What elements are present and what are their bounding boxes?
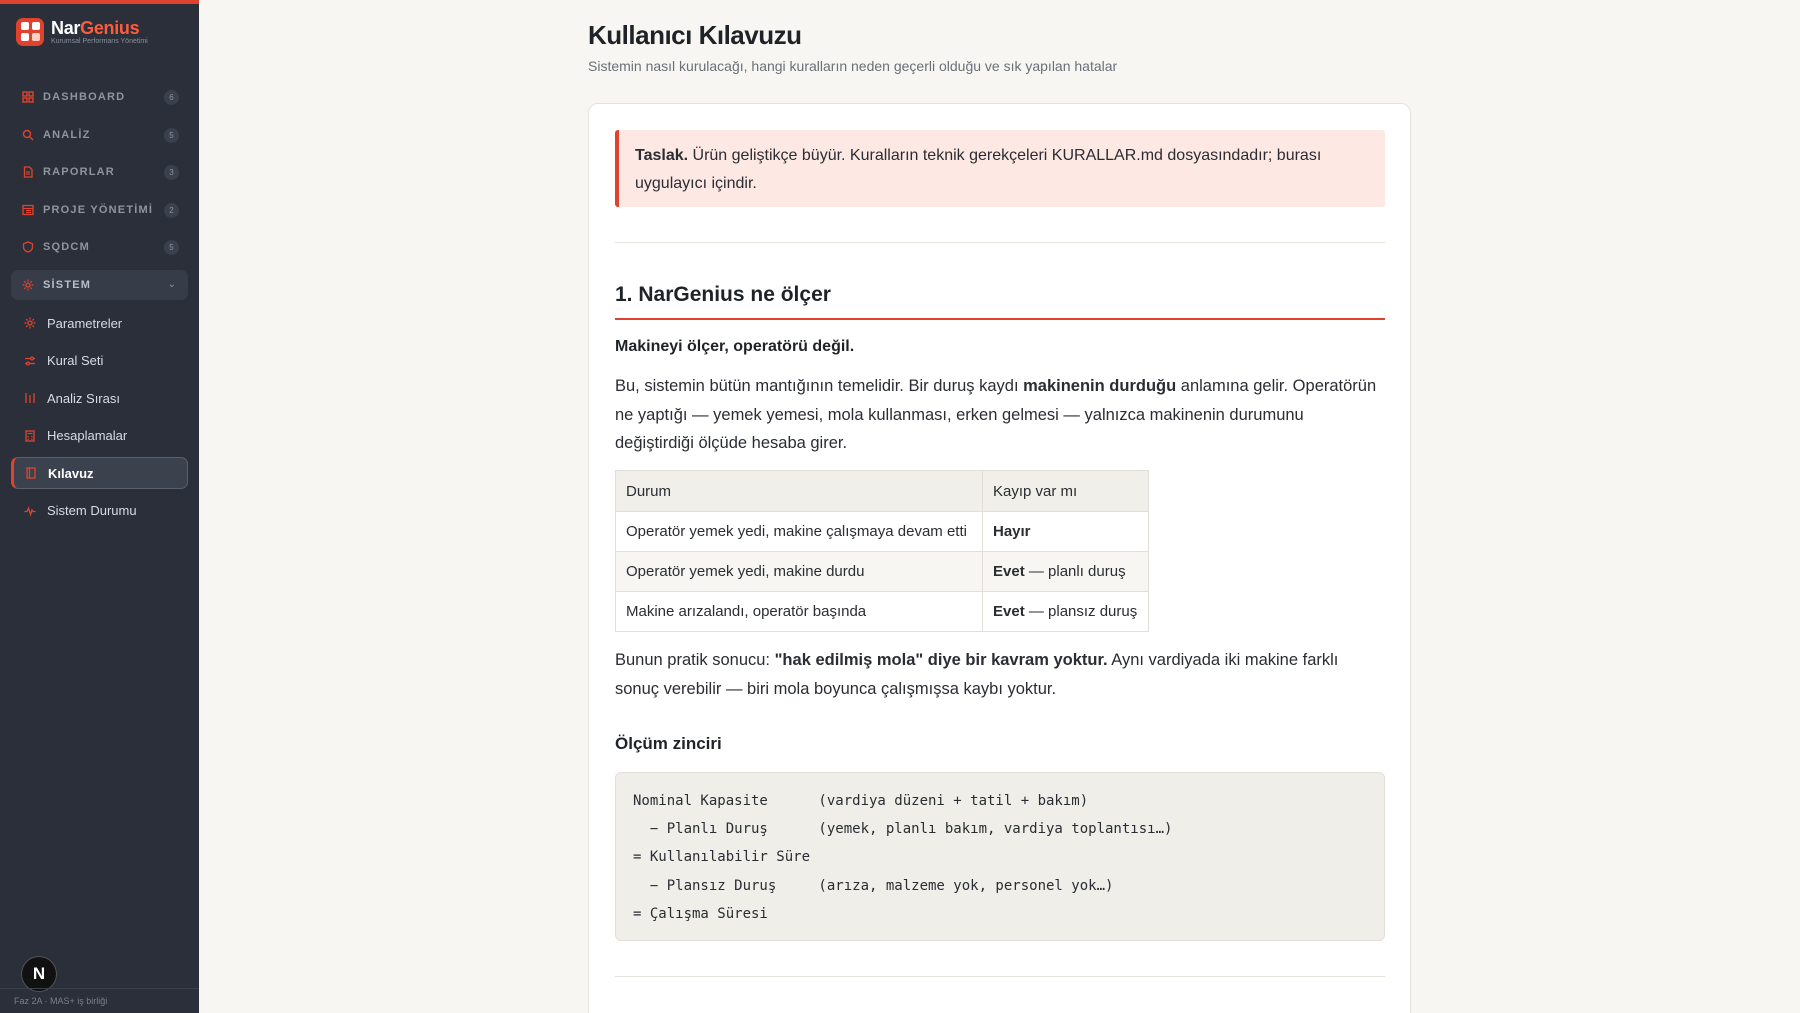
nav-label: ANALİZ — [43, 128, 91, 141]
sidebar-item-hesaplamalar[interactable] — [11, 420, 188, 452]
table-cell: Makine arızalandı, operatör başında — [616, 592, 983, 632]
callout-text: Ürün geliştikçe büyür. Kuralların teknik gerekçeleri KURALLAR.md dosyasındadır; burası uygulayıcı içindir. — [635, 147, 1322, 192]
chevron-down-icon: ⌄ — [167, 278, 176, 290]
gear-icon — [23, 317, 36, 330]
table-cell: Evet — plansız duruş — [983, 592, 1149, 632]
gear-icon — [21, 278, 34, 291]
draft-callout — [615, 130, 1385, 207]
sidebar-item-analiz-sirasi[interactable] — [11, 382, 188, 414]
callout-bold: Taslak. — [635, 147, 689, 164]
bars-icon — [23, 392, 36, 405]
nav-label: PROJE YÖNETİMİ — [43, 203, 154, 216]
sidebar-item-kilavuz[interactable] — [11, 457, 188, 489]
sliders-icon — [23, 354, 36, 367]
page-title: Kullanıcı Kılavuzu — [588, 20, 802, 50]
code-line: = Kullanılabilir Süre — [633, 849, 811, 866]
code-line: − Planlı Duruş (yemek, planlı bakım, vardiya toplantısı…) — [633, 821, 1173, 838]
avatar[interactable]: N — [22, 957, 56, 991]
table-cell: Evet — planlı duruş — [983, 552, 1149, 592]
paragraph: Bunun pratik sonucu: "hak edilmiş mola" diye bir kavram yoktur. Aynı vardiyada iki makine farklı sonuç verebilir — biri mola boyunca çalışmışsa kaybı yoktur. — [615, 651, 1339, 698]
code-line: − Plansız Duruş (arıza, malzeme yok, personel yok…) — [633, 877, 1114, 894]
brand[interactable] — [0, 4, 199, 59]
table-cell: Operatör yemek yedi, makine durdu — [616, 552, 983, 592]
nav-badge: 6 — [164, 90, 179, 105]
nav-item-sistem[interactable] — [11, 270, 188, 300]
nav-label: RAPORLAR — [43, 166, 115, 178]
nav-item-dashboard[interactable] — [11, 82, 188, 112]
nav-item-raporlar[interactable] — [11, 157, 188, 187]
nav-label: DASHBOARD — [43, 91, 126, 103]
sidebar-item-label: Kural Seti — [47, 353, 104, 368]
table-header: Durum — [616, 471, 983, 512]
nav-badge: 2 — [164, 203, 179, 218]
pulse-icon — [23, 504, 36, 517]
system-subnav — [0, 307, 199, 527]
section-heading: 1. NarGenius ne ölçer — [615, 283, 831, 306]
heading-rule — [615, 318, 1385, 320]
sidebar-item-label: Kılavuz — [48, 465, 94, 481]
nav-badge: 3 — [164, 165, 179, 180]
sidebar-item-kural-seti[interactable] — [11, 345, 188, 377]
table-cell: Operatör yemek yedi, makine çalışmaya devam etti — [616, 512, 983, 552]
document-icon — [21, 166, 34, 179]
divider — [0, 988, 199, 989]
sidebar-item-label: Analiz Sırası — [47, 390, 120, 406]
nav-item-proje-yonetimi[interactable] — [11, 195, 188, 225]
kanban-icon — [21, 203, 34, 216]
search-icon — [21, 128, 34, 141]
sidebar-item-sistem-durumu[interactable] — [11, 495, 188, 527]
brand-name: NarGenius — [51, 17, 140, 38]
sidebar-item-label: Parametreler — [47, 315, 123, 331]
guide-card — [588, 103, 1411, 1013]
table-row — [616, 552, 1149, 592]
footer-text: Faz 2A · MAS+ iş birliği — [14, 996, 108, 1006]
section-lead: Makineyi ölçer, operatörü değil. — [615, 338, 855, 355]
table-row — [616, 592, 1149, 632]
subsection-heading: Ölçüm zinciri — [615, 734, 722, 753]
main-nav — [0, 82, 199, 300]
nav-badge: 5 — [164, 240, 179, 255]
calculator-icon — [23, 429, 36, 442]
nav-item-analiz[interactable] — [11, 120, 188, 150]
sidebar-item-parametreler[interactable] — [11, 307, 188, 339]
shield-icon — [21, 241, 34, 254]
sidebar-item-label: Hesaplamalar — [47, 428, 128, 443]
code-line: = Çalışma Süresi — [633, 905, 768, 922]
book-icon — [24, 467, 37, 480]
measurement-chain-code — [615, 772, 1385, 941]
nav-label: SİSTEM — [43, 278, 92, 291]
paragraph: Bu, sistemin bütün mantığının temelidir. Bir duruş kaydı makinenin durduğu anlamına gelir. Operatörün ne yaptığı — yemek yemesi, mola kullanması, erken gelmesi — yalnızca makinenin durumunu değiştirdiği ölçüde hesaba girer. — [615, 377, 1377, 452]
code-line: Nominal Kapasite (vardiya düzeni + tatil + bakım) — [633, 793, 1089, 809]
divider — [615, 242, 1385, 243]
main-content — [199, 0, 1800, 1013]
loss-table — [615, 470, 1149, 632]
brand-subtitle: Kurumsal Performans Yönetimi — [51, 37, 148, 45]
divider — [615, 976, 1385, 977]
table-row — [616, 512, 1149, 552]
table-header: Kayıp var mı — [983, 471, 1149, 512]
dashboard-icon — [21, 91, 34, 104]
table-cell: Hayır — [983, 512, 1149, 552]
logo-icon — [16, 18, 44, 46]
page-subtitle: Sistemin nasıl kurulacağı, hangi kuralların neden geçerli olduğu ve sık yapılan hatalar — [588, 58, 1118, 74]
nav-item-sqdcm[interactable] — [11, 232, 188, 262]
sidebar-item-label: Sistem Durumu — [47, 503, 137, 518]
nav-badge: 5 — [164, 128, 179, 143]
sidebar — [0, 0, 199, 1013]
nav-label: SQDCM — [43, 241, 90, 253]
